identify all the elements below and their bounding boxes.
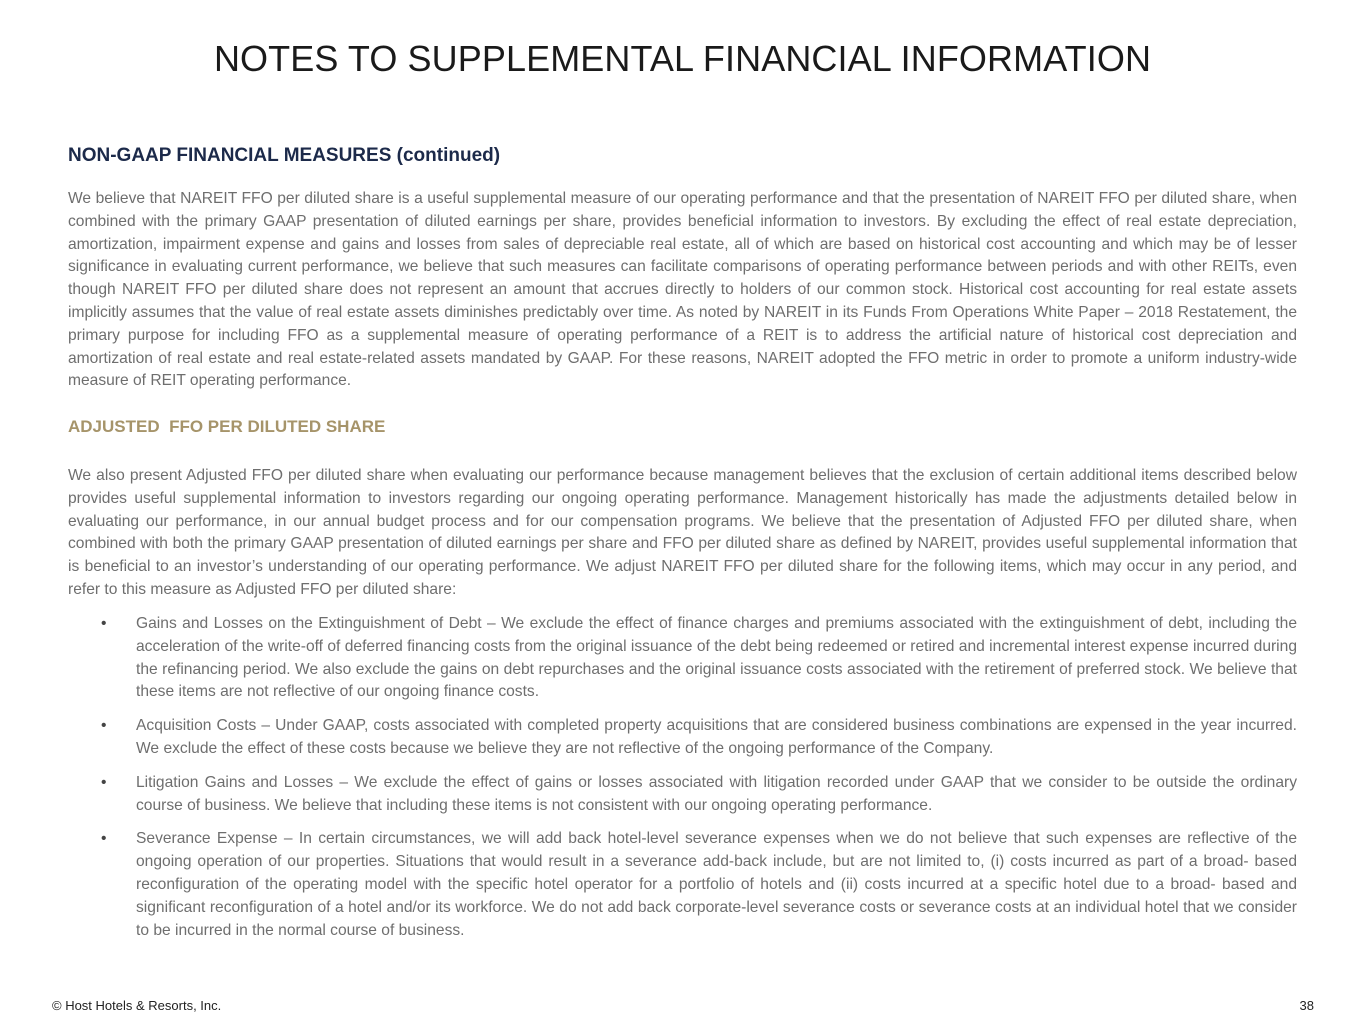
page-title: NOTES TO SUPPLEMENTAL FINANCIAL INFORMATION <box>213 38 1152 79</box>
list-item-debt-extinguishment <box>68 613 1297 704</box>
footer-copyright: © Host Hotels & Resorts, Inc. <box>52 998 222 1013</box>
list-item-text: Acquisition Costs – Under GAAP, costs associated with completed property acquisitions that are considered business combinations are expensed in the year incurred. We exclude the effect of these costs because we believe they are not reflective of the ongoing performance of the Company. <box>136 717 1297 757</box>
adjustments-list <box>68 613 1297 953</box>
list-item-text: Severance Expense – In certain circumstances, we will add back hotel-level severance expenses when we do not believe that such expenses are reflective of the ongoing operation of our properties. Situations that would result in a severance add-back include, but are not limited to, (i) costs incurred as part of a broad- based reconfiguration of the operating model with the specific hotel operator for a portfolio of hotels and (ii) costs incurred at a specific hotel due to a broad- based and significant reconfiguration of a hotel and/or its workforce. We do not add back corporate-level severance costs or severance costs at an individual hotel that we consider to be incurred in the normal course of business. <box>136 830 1297 939</box>
section-heading: NON-GAAP FINANCIAL MEASURES (continued) <box>68 145 501 166</box>
bullet-icon: • <box>101 615 107 632</box>
footer-page-number: 38 <box>1299 998 1314 1013</box>
paragraph-nareit-ffo: We believe that NAREIT FFO per diluted share is a useful supplemental measure of our operating performance and that the presentation of NAREIT FFO per diluted share, when combined with the primary GAAP presentation of diluted earnings per share, provides beneficial information to investors. By excluding the effect of real estate depreciation, amortization, impairment expense and gains and losses from sales of depreciable real estate, all of which are based on historical cost accounting and which may be of lesser significance in evaluating current performance, we believe that such measures can facilitate comparisons of operating performance between periods and with other REITs, even though NAREIT FFO per diluted share does not represent an amount that accrues directly to holders of our common stock. Historical cost accounting for real estate assets implicitly assumes that the value of real estate assets diminishes predictably over time. As noted by NAREIT in its Funds From Operations White Paper – 2018 Restatement, the primary purpose for including FFO as a supplemental measure of operating performance of a REIT is to address the artificial nature of historical cost depreciation and amortization of real estate and real estate-related assets mandated by GAAP. For these reasons, NAREIT adopted the FFO metric in order to promote a uniform industry-wide measure of REIT operating performance. <box>68 190 1297 390</box>
list-item-severance <box>68 828 1297 942</box>
list-item-litigation <box>68 772 1297 818</box>
bullet-icon: • <box>101 717 107 735</box>
bullet-icon: • <box>101 773 107 791</box>
paragraph-adjusted-ffo: We also present Adjusted FFO per diluted share when evaluating our performance because management believes that the exclusion of certain additional items described below provides useful supplemental information to investors regarding our ongoing operating performance. Management historically has made the adjustments detailed below in evaluating our performance, in our annual budget process and for our compensation programs. We believe that the presentation of Adjusted FFO per diluted share, when combined with both the primary GAAP presentation of diluted earnings per share and FFO per diluted share as defined by NAREIT, provides useful supplemental information that is beneficial to an investor’s understanding of our operating performance. We adjust NAREIT FFO per diluted share for the following items, which may occur in any period, and refer to this measure as Adjusted FFO per diluted share: <box>68 467 1297 598</box>
list-item-acquisition-costs <box>68 715 1297 761</box>
bullet-icon: • <box>101 830 107 848</box>
sub-heading-adjusted-ffo: ADJUSTED FFO PER DILUTED SHARE <box>68 417 386 436</box>
list-item-text: Litigation Gains and Losses – We exclude the effect of gains or losses associated with litigation recorded under GAAP that we consider to be outside the ordinary course of business. We believe that including these items is not consistent with our ongoing operating performance. <box>136 773 1297 814</box>
list-item-text: Gains and Losses on the Extinguishment of Debt – We exclude the effect of finance charges and premiums associated with the extinguishment of debt, including the acceleration of the write-off of deferred financing costs from the original issuance of the debt being redeemed or retired and incremental interest expense incurred during the refinancing period. We also exclude the gains on debt repurchases and the original issuance costs associated with the retirement of preferred stock. We believe that these items are not reflective of our ongoing finance costs. <box>136 615 1297 701</box>
